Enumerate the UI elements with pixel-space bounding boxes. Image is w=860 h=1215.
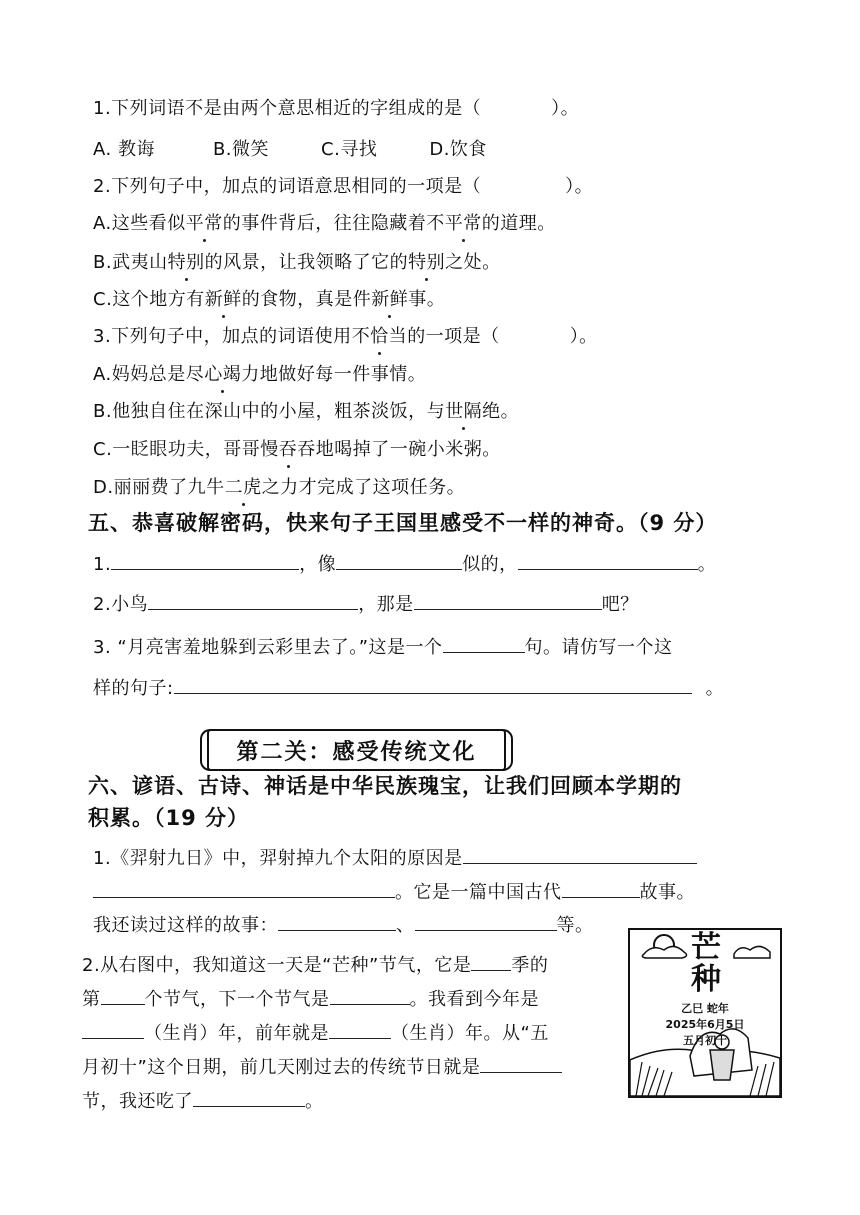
answer-blank[interactable]: [480, 1054, 562, 1073]
q3-option-d: D.丽丽费了九牛二虎之力才完成了这项任务。: [93, 477, 466, 498]
q2-stem: 2.下列句子中，加点的词语意思相同的一项是（ ）。: [93, 176, 594, 197]
q1-options: [93, 138, 487, 162]
s6-q2-line3: （生肖）年，前年就是 （生肖）年。从“五: [82, 1020, 549, 1046]
s6-q2-line4: 月初十”这个日期，前几天刚过去的传统节日就是: [82, 1054, 562, 1080]
answer-blank[interactable]: [82, 1020, 144, 1039]
q1-stem: 1.下列词语不是由两个意思相近的字组成的是（ ）。: [93, 98, 580, 119]
calendar-title: 芒种: [691, 930, 721, 997]
answer-blank[interactable]: [330, 986, 410, 1005]
q3-option-c: C.一眨眼功夫，哥哥慢吞吞地喝掉了一碗小米粥。: [93, 439, 501, 460]
section5-line2: 2.小鸟 ，那是 吧？: [93, 591, 639, 617]
calendar-date: 2025年6月5日: [665, 1018, 745, 1031]
section5-line3: 3. “月亮害羞地躲到云彩里去了。”这是一个 句。请仿写一个这: [93, 634, 673, 660]
answer-blank[interactable]: [148, 591, 358, 610]
q1-option-d: D.饮食: [429, 139, 487, 160]
calendar-lunar-date: 五月初十: [683, 1034, 727, 1047]
section5-heading: 五、恭喜破解密码，快来句子王国里感受不一样的神奇。（9 分）: [88, 511, 718, 535]
answer-blank[interactable]: [278, 912, 396, 931]
answer-blank[interactable]: [443, 634, 525, 653]
s6-q2-line2: 第 个节气，下一个节气是 。我看到今年是: [82, 986, 539, 1012]
q2-option-b: B.武夷山特别的风景，让我领略了它的特别之处。: [93, 252, 501, 273]
answer-blank[interactable]: [93, 879, 395, 898]
answer-blank[interactable]: [329, 1020, 391, 1039]
answer-blank[interactable]: [463, 845, 697, 864]
answer-blank[interactable]: [111, 551, 299, 570]
q1-option-b: B.微笑: [212, 139, 270, 160]
answer-blank[interactable]: [562, 879, 640, 898]
section6-heading-line2: 积累。（19 分）: [88, 806, 250, 830]
q3-stem: 3.下列句子中，加点的词语使用不恰当的一项是（ ）。: [93, 326, 598, 347]
q2-option-c: C.这个地方有新鲜的食物，真是件新鲜事。: [93, 289, 446, 310]
calendar-year: 乙巳 蛇年: [681, 1002, 729, 1015]
s6-q1-line1: 1.《羿射九日》中，羿射掉九个太阳的原因是: [93, 845, 697, 871]
q3-option-a: A.妈妈总是尽心竭力地做好每一件事情。: [93, 364, 427, 385]
answer-blank[interactable]: [101, 986, 145, 1005]
section5-line4: 样的句子: 。: [93, 675, 724, 701]
answer-blank[interactable]: [415, 912, 557, 931]
s6-q2-line5: 节，我还吃了 。: [82, 1088, 324, 1114]
s6-q2-line1: 2.从右图中，我知道这一天是“芒种”节气，它是 季的: [82, 952, 548, 978]
answer-blank[interactable]: [518, 551, 698, 570]
level-banner: 第二关：感受传统文化: [207, 729, 506, 771]
solar-term-calendar-image: [628, 928, 782, 1098]
answer-blank[interactable]: [414, 591, 602, 610]
s6-q1-line2: 。它是一篇中国古代 故事。: [93, 879, 695, 905]
answer-blank[interactable]: [193, 1088, 305, 1107]
q1-option-c: C.寻找: [321, 139, 378, 160]
answer-blank[interactable]: [471, 952, 511, 971]
cloud-icon: [734, 946, 770, 958]
answer-blank[interactable]: [174, 675, 692, 694]
section6-heading-line1: 六、谚语、古诗、神话是中华民族瑰宝，让我们回顾本学期的: [88, 774, 682, 798]
section5-line1: 1. ，像 似的， 。: [93, 551, 716, 577]
q3-option-b: B.他独自住在深山中的小屋，粗茶淡饭，与世隔绝。: [93, 401, 520, 422]
q2-option-a: A.这些看似平常的事件背后，往往隐藏着不平常的道理。: [93, 213, 556, 234]
answer-blank[interactable]: [336, 551, 462, 570]
s6-q1-line3: 我还读过这样的故事： 、 等。: [93, 912, 594, 938]
q1-option-a: A. 教诲: [93, 139, 155, 160]
